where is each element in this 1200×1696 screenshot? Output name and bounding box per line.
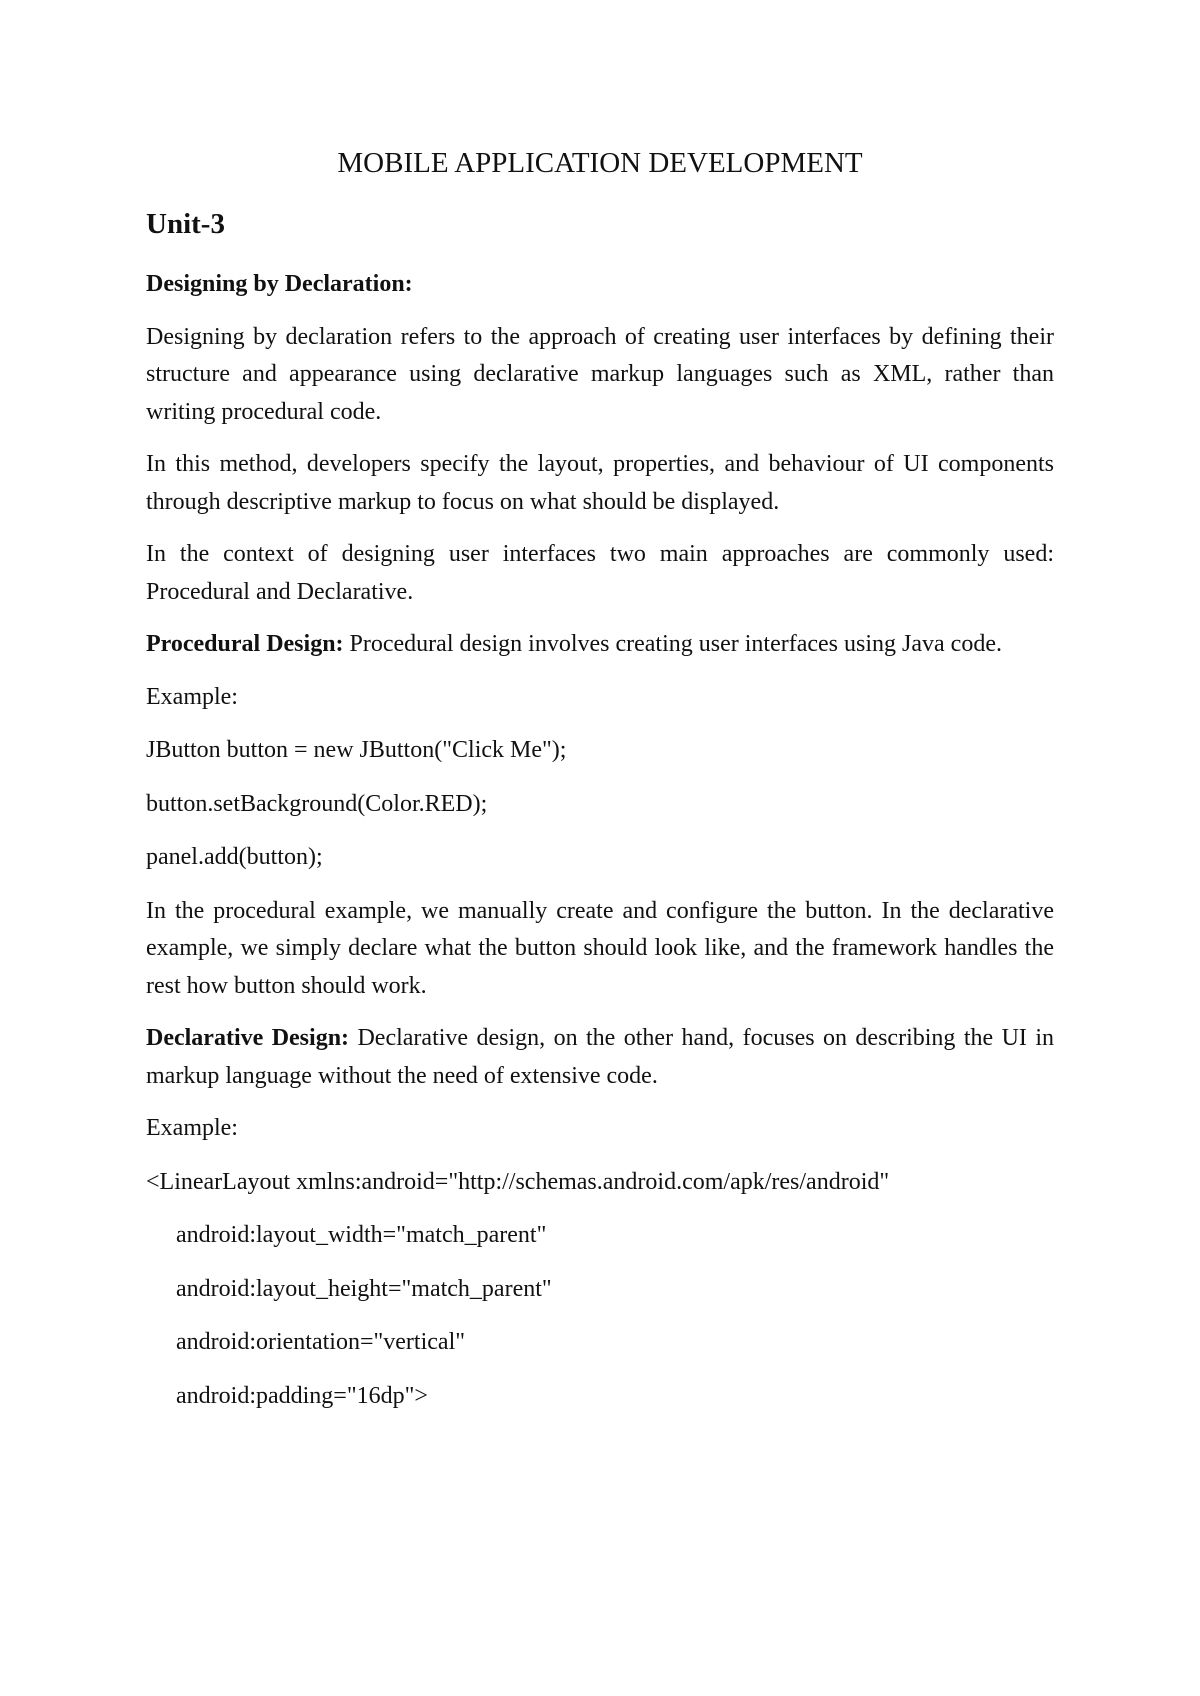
paragraph-method: In this method, developers specify the layout, properties, and behaviour of UI components through descriptive markup to focus on what should be displayed. — [146, 451, 1054, 515]
code-line: <LinearLayout xmlns:android="http://schemas.android.com/apk/res/android" — [146, 1168, 890, 1195]
paragraph-approaches: In the context of designing user interfaces two main approaches are commonly used: Procedural and Declarative. — [146, 541, 1054, 605]
code-line: panel.add(button); — [146, 844, 323, 870]
paragraph-definition: Designing by declaration refers to the approach of creating user interfaces by defining their structure and appearance using declarative markup languages such as XML, rather than writing procedural code. — [146, 323, 1054, 425]
example-label: Example: — [146, 683, 238, 710]
procedural-text: Procedural design involves creating user interfaces using Java code. — [343, 631, 1002, 657]
code-line: button.setBackground(Color.RED); — [146, 790, 488, 817]
example-label: Example: — [146, 1115, 238, 1141]
document-title: MOBILE APPLICATION DEVELOPMENT — [337, 147, 863, 179]
paragraph-declarative-design — [146, 1020, 1054, 1095]
paragraph-comparison: In the procedural example, we manually create and configure the button. In the declarative example, we simply declare what the button should look like, and the framework handles the rest how button should work. — [146, 897, 1054, 999]
document-body — [146, 266, 1054, 1431]
code-line: JButton button = new JButton("Click Me"); — [146, 737, 567, 763]
section-heading: Designing by Declaration: — [146, 271, 413, 297]
declarative-text: Declarative design, on the other hand, focuses on describing the UI in markup language without the need of extensive code. — [146, 1025, 1055, 1089]
code-line: android:orientation="vertical" — [176, 1329, 466, 1355]
unit-heading: Unit-3 — [146, 208, 225, 240]
paragraph-procedural-design — [146, 626, 1054, 664]
declarative-label: Declarative Design: — [146, 1025, 350, 1051]
code-line: android:layout_height="match_parent" — [176, 1275, 552, 1302]
code-line: android:layout_width="match_parent" — [176, 1222, 547, 1248]
code-line: android:padding="16dp"> — [176, 1382, 428, 1409]
procedural-label: Procedural Design: — [146, 631, 344, 657]
